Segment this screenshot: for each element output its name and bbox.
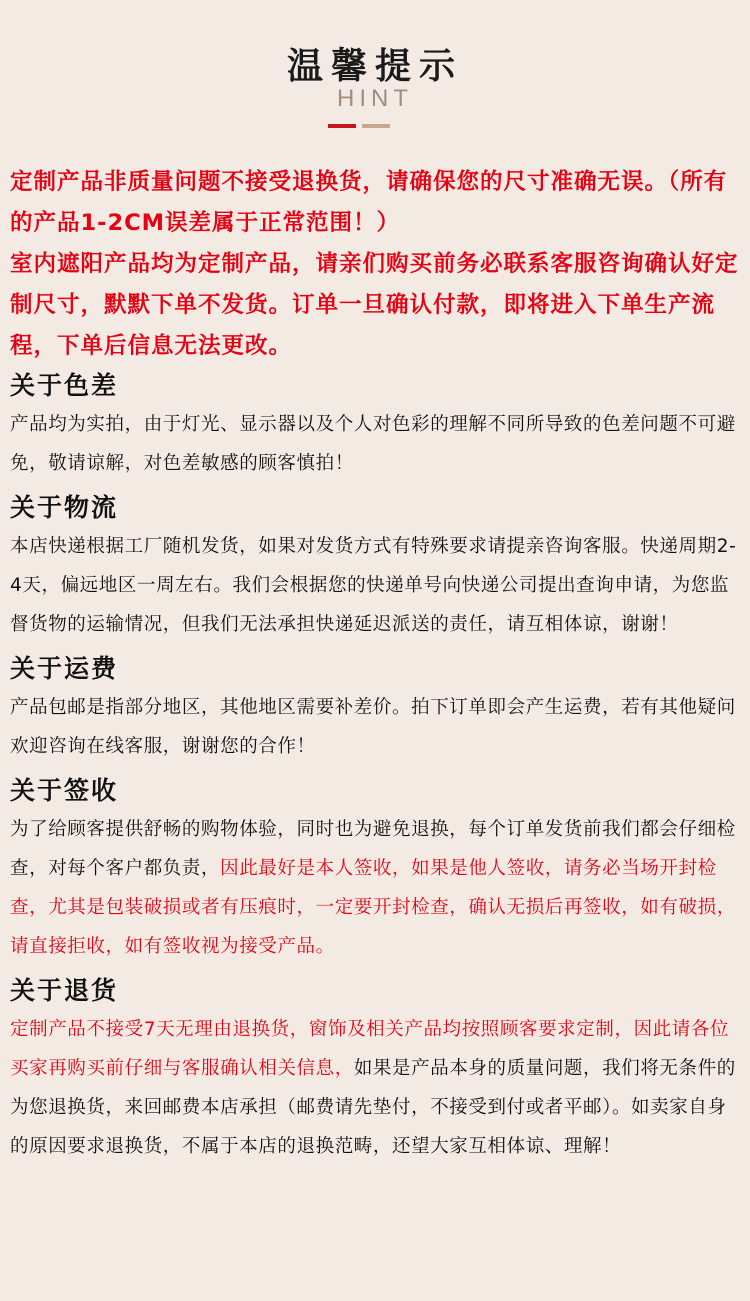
section-title: 关于退货	[10, 976, 119, 1005]
section-logistics	[10, 489, 745, 644]
section-text: 本店快递根据工厂随机发货，如果对发货方式有特殊要求请提亲咨询客服。快递周期2-4天，偏远地区一周左右。我们会根据您的快递单号向快递公司提出查询申请，为您监督货物的运输情况，但我们无法承担快递延迟派送的责任，请互相体谅，谢谢！	[10, 536, 737, 635]
intro-custom-notice: 室内遮阳产品均为定制产品，请亲们购买前务必联系客服咨询确认好定制尺寸，默默下单不发货。订单一旦确认付款，即将进入下单生产流程，下单后信息无法更改。	[10, 251, 739, 359]
divider-red	[328, 124, 356, 128]
divider-tan	[362, 124, 390, 128]
page-title: 温馨提示	[286, 45, 463, 87]
page-subtitle: HINT	[337, 85, 413, 112]
section-text-normal: 为了给顾客提供舒畅的购物体验，同时也为避免退换，每个订单发货前我们都会仔细检查，对每个客户都负责，	[10, 819, 736, 879]
section-color-difference	[10, 367, 745, 483]
section-sign-for	[10, 772, 745, 966]
section-returns	[10, 972, 745, 1166]
intro-quality-notice: 定制产品非质量问题不接受退换货，请确保您的尺寸准确无误。（所有的产品1-2CM误差属于正常范围！）	[10, 169, 728, 236]
section-shipping-fee	[10, 650, 745, 766]
notice-content	[10, 162, 745, 1166]
section-text-normal: 如果是产品本身的质量问题，我们将无条件的为您退换货，来回邮费本店承担（邮费请先垫付，不接受到付或者平邮）。如卖家自身的原因要求退换货，不属于本店的退换范畴，还望大家互相体谅、理解！	[10, 1058, 736, 1157]
section-title: 关于运费	[10, 654, 119, 683]
section-title: 关于签收	[10, 776, 119, 805]
section-text: 产品包邮是指部分地区，其他地区需要补差价。拍下订单即会产生运费，若有其他疑问欢迎咨询在线客服，谢谢您的合作！	[10, 697, 736, 757]
section-title: 关于色差	[10, 371, 119, 400]
section-text	[10, 1010, 745, 1166]
section-text: 产品均为实拍，由于灯光、显示器以及个人对色彩的理解不同所导致的色差问题不可避免，敬请谅解，对色差敏感的顾客慎拍！	[10, 414, 736, 474]
section-text-highlight: 定制产品不接受7天无理由退换货，窗饰及相关产品均按照顾客要求定制，因此请各位买家再购买前仔细与客服确认相关信息，	[10, 1019, 730, 1079]
section-text-highlight: 因此最好是本人签收，如果是他人签收，请务必当场开封检查，尤其是包装破损或者有压痕时，一定要开封检查，确认无损后再签收，如有破损，请直接拒收，如有签收视为接受产品。	[10, 858, 736, 957]
section-title: 关于物流	[10, 493, 119, 522]
section-text	[10, 810, 745, 966]
